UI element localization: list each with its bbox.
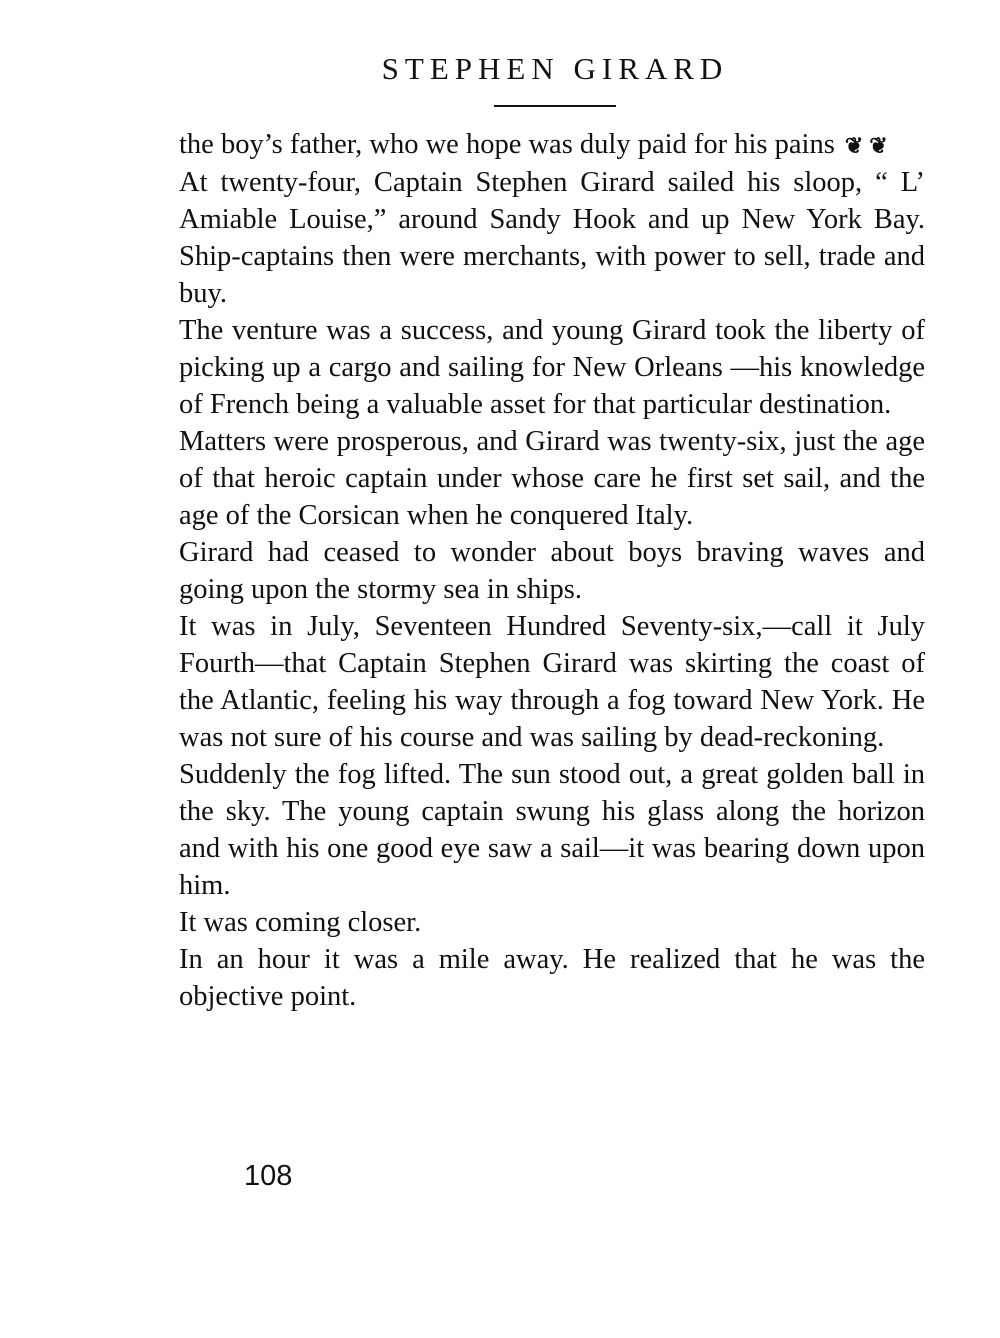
paragraph: Girard had ceased to wonder about boys braving waves and going upon the stormy sea in ships. (179, 537, 925, 605)
page-number: 108 (244, 1160, 293, 1192)
paragraph-text: the boy’s father, who we hope was duly paid for his pains (179, 129, 835, 160)
running-title: STEPHEN GIRARD (381, 51, 729, 86)
paragraph: It was coming closer. (179, 907, 422, 938)
ornaments (845, 126, 894, 164)
fleuron-icon: ❦ (869, 133, 888, 158)
paragraph: The venture was a success, and young Girard took the liberty of picking up a cargo and sailing for New Orleans —his knowledge of French being a valuable asset for that particular destination. (179, 315, 925, 420)
fleuron-icon: ❦ (844, 133, 864, 158)
header-rule (494, 105, 616, 107)
paragraph: In an hour it was a mile away. He realized that he was the objective point. (179, 944, 925, 1012)
body-text (179, 126, 925, 1015)
paragraph: Matters were prosperous, and Girard was twenty-six, just the age of that heroic captain under whose care he first set sail, and the age of the Corsican when he conquered Italy. (179, 426, 925, 531)
paragraph: At twenty-four, Captain Stephen Girard sailed his sloop, “ L’ Amiable Louise,” around Sandy Hook and up New York Bay. Ship-captains then were merchants, with power to sell, trade and buy. (179, 167, 925, 309)
paragraph: It was in July, Seventeen Hundred Seventy-six,—call it July Fourth—that Captain Stephen Girard was skirting the coast of the Atlantic, feeling his way through a fog toward New York. He was not sure of his course and was sailing by dead-reckoning. (179, 611, 925, 753)
paragraph: Suddenly the fog lifted. The sun stood out, a great golden ball in the sky. The young captain swung his glass along the horizon and with his one good eye saw a sail—it was bearing down upon him. (179, 759, 925, 901)
paragraph (179, 126, 925, 164)
